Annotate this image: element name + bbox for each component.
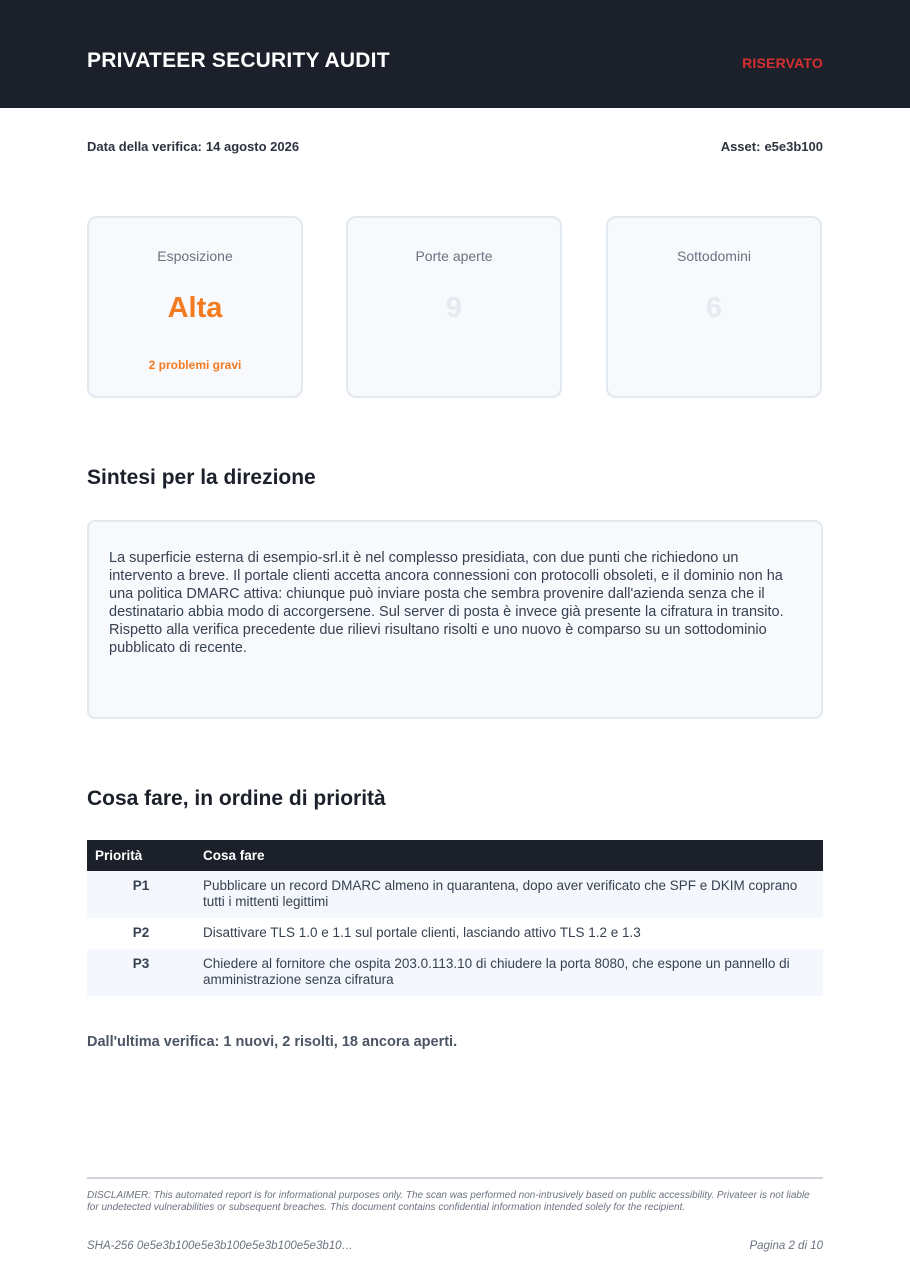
subdomains-label: Sottodomini bbox=[677, 248, 751, 264]
open-ports-value: 9 bbox=[445, 292, 463, 324]
report-title: PRIVATEER SECURITY AUDIT bbox=[87, 49, 390, 72]
summary-box bbox=[87, 520, 823, 719]
audit-date-label: Data della verifica: bbox=[87, 139, 202, 154]
exposure-label: Esposizione bbox=[157, 248, 233, 264]
priority-cell: P1 bbox=[87, 871, 195, 918]
since-last-audit: Dall'ultima verifica: 1 nuovi, 2 risolti, 18 ancora aperti. bbox=[87, 1034, 458, 1050]
open-ports-card bbox=[346, 216, 562, 398]
column-header-priority: Priorità bbox=[87, 840, 195, 871]
column-header-action: Cosa fare bbox=[195, 840, 823, 871]
table-row bbox=[87, 918, 823, 949]
asset-id bbox=[721, 139, 823, 154]
open-ports-label: Porte aperte bbox=[415, 248, 493, 264]
audit-date-value: 14 agosto 2026 bbox=[205, 139, 300, 154]
action-cell: Disattivare TLS 1.0 e 1.1 sul portale clienti, lasciando attivo TLS 1.2 e 1.3 bbox=[203, 925, 641, 940]
summary-heading: Sintesi per la direzione bbox=[87, 466, 316, 489]
disclaimer: DISCLAIMER: This automated report is for informational purposes only. The scan was performed non-intrusively based on public accessibility. Privateer is not liable for undetected vulnerabilities or subsequent breaches. This document contains confidential information intended solely for the recipient. bbox=[87, 1190, 810, 1213]
asset-label: Asset: bbox=[720, 139, 761, 154]
footer-divider bbox=[87, 1177, 823, 1179]
document-hash: SHA-256 0e5e3b100e5e3b100e5e3b100e5e3b10… bbox=[87, 1240, 354, 1252]
page-number: Pagina 2 di 10 bbox=[749, 1240, 823, 1252]
actions-heading: Cosa fare, in ordine di priorità bbox=[87, 787, 386, 810]
action-cell: Chiedere al fornitore che ospita 203.0.113.10 di chiudere la porta 8080, che espone un pannello di amministrazione senza cifratura bbox=[195, 949, 823, 996]
table-header-row bbox=[87, 840, 823, 871]
summary-text: La superficie esterna di esempio-srl.it è nel complesso presidiata, con due punti che richiedono un intervento a breve. Il portale clienti accetta ancora connessioni con protocolli obsoleti, e il dominio non ha una politica DMARC attiva: chiunque può inviare posta che sembra provenire dall'azienda senza che il destinatario abbia modo di accorgersene. Sul server di posta è invece già presente la cifratura in transito. Rispetto alla verifica precedente due rilievi risultano risolti e uno nuovo è comparso su un sottodominio pubblicato di recente. bbox=[109, 550, 784, 656]
table-row bbox=[87, 871, 823, 918]
subdomains-value: 6 bbox=[705, 292, 723, 324]
priority-table bbox=[87, 840, 823, 996]
confidential-badge: RISERVATO bbox=[742, 55, 823, 71]
table-row bbox=[87, 949, 823, 996]
exposure-subtext: 2 problemi gravi bbox=[148, 358, 242, 372]
priority-cell: P3 bbox=[87, 949, 195, 996]
action-cell: Pubblicare un record DMARC almeno in quarantena, dopo aver verificato che SPF e DKIM coprano tutti i mittenti legittimi bbox=[195, 871, 823, 918]
priority-cell: P2 bbox=[132, 925, 150, 940]
exposure-card bbox=[87, 216, 303, 398]
exposure-value: Alta bbox=[167, 292, 223, 324]
audit-date bbox=[87, 139, 299, 154]
subdomains-card bbox=[606, 216, 822, 398]
asset-value: e5e3b100 bbox=[764, 139, 823, 154]
report-header bbox=[0, 0, 910, 108]
